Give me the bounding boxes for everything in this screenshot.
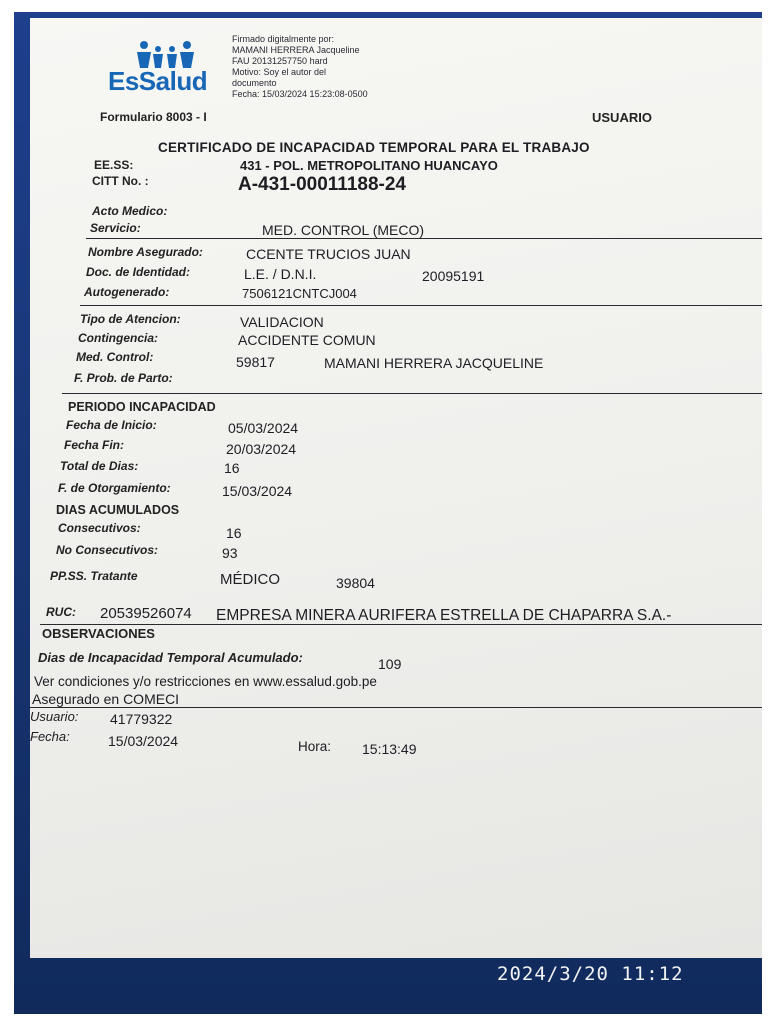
med-control-name: MAMANI HERRERA JACQUELINE [324,355,544,371]
asegurado-comeci: Asegurado en COMECI [32,691,180,707]
total-dias-label: Total de Dias: [60,459,139,473]
divider [86,238,762,239]
divider [40,624,762,625]
ruc-label: RUC: [46,605,76,619]
tratante-code: 39804 [336,575,375,591]
divider [80,305,762,306]
acto-medico-label: Acto Medico: [92,204,168,218]
dias-acumulado-label: Dias de Incapacidad Temporal Acumulado: [38,650,303,665]
signature-line: FAU 20131257750 hard [232,56,328,66]
dias-acumulado-value: 109 [378,656,402,672]
tipo-atencion-value: VALIDACION [240,314,324,330]
autogenerado-value: 7506121CNTCJ004 [242,286,357,301]
doc-label: Doc. de Identidad: [86,265,191,279]
consecutivos-label: Consecutivos: [58,521,141,535]
certificate-document [30,18,762,958]
contingencia-value: ACCIDENTE COMUN [238,332,376,348]
signature-line: Fecha: 15/03/2024 15:23:08-0500 [232,89,368,99]
contingencia-label: Contingencia: [78,331,158,345]
divider [62,393,762,394]
essalud-logo [108,40,218,96]
fecha-inicio-value: 05/03/2024 [228,420,299,436]
fecha-fin-value: 20/03/2024 [226,441,297,457]
digital-signature [232,34,368,100]
user-label: USUARIO [592,110,652,125]
nombre-label: Nombre Asegurado: [88,245,203,259]
med-control-label: Med. Control: [76,350,154,364]
citt-label: CITT No. : [92,174,149,188]
citt-number: A-431-00011188-24 [238,174,406,195]
servicio-label: Servicio: [90,221,141,235]
fecha-value: 15/03/2024 [108,733,179,749]
form-number: Formulario 8003 - I [100,110,207,124]
certificate-title: CERTIFICADO DE INCAPACIDAD TEMPORAL PARA EL TRABAJO [158,140,590,155]
usuario-label: Usuario: [30,709,79,724]
autogenerado-label: Autogenerado: [84,285,170,299]
doc-type: L.E. / D.N.I. [244,266,317,282]
otorgamiento-label: F. de Otorgamiento: [58,481,171,495]
tratante-label: PP.SS. Tratante [50,569,138,583]
photo-timestamp: 2024/3/20 11:12 [497,963,684,985]
usuario-value: 41779322 [110,711,173,727]
ruc-company: EMPRESA MINERA AURIFERA ESTRELLA DE CHAPARRA S.A.- [216,607,672,624]
consecutivos-value: 16 [226,525,242,541]
nombre-value: CCENTE TRUCIOS JUAN [246,246,411,262]
fecha-inicio-label: Fecha de Inicio: [66,418,157,432]
signature-line: MAMANI HERRERA Jacqueline [232,45,360,55]
total-dias-value: 16 [224,460,240,476]
hora-value: 15:13:49 [362,741,417,757]
signature-line: documento [232,78,277,88]
hora-label: Hora: [298,739,332,754]
signature-line: Motivo: Soy el autor del [232,67,327,77]
fecha-fin-label: Fecha Fin: [64,438,125,452]
no-consecutivos-label: No Consecutivos: [56,543,159,557]
tratante-value: MÉDICO [220,571,280,588]
no-consecutivos-value: 93 [222,545,238,561]
periodo-title: PERIODO INCAPACIDAD [68,400,216,414]
observaciones-title: OBSERVACIONES [42,626,155,641]
eess-label: EE.SS: [94,158,134,172]
ruc-number: 20539526074 [100,605,192,622]
condiciones-text: Ver condiciones y/o restricciones en www.essalud.gob.pe [34,674,377,689]
doc-number: 20095191 [422,268,485,284]
parto-label: F. Prob. de Parto: [74,371,173,385]
otorgamiento-value: 15/03/2024 [222,483,293,499]
eess-value: 431 - POL. METROPOLITANO HUANCAYO [240,158,498,173]
acumulados-title: DIAS ACUMULADOS [56,503,180,517]
tipo-atencion-label: Tipo de Atencion: [80,312,181,326]
signature-line: Firmado digitalmente por: [232,34,335,44]
logo-text: EsSalud [108,66,208,96]
med-control-code: 59817 [236,354,275,370]
fecha-label: Fecha: [30,729,70,744]
divider [30,707,762,708]
servicio-value: MED. CONTROL (MECO) [262,222,425,238]
